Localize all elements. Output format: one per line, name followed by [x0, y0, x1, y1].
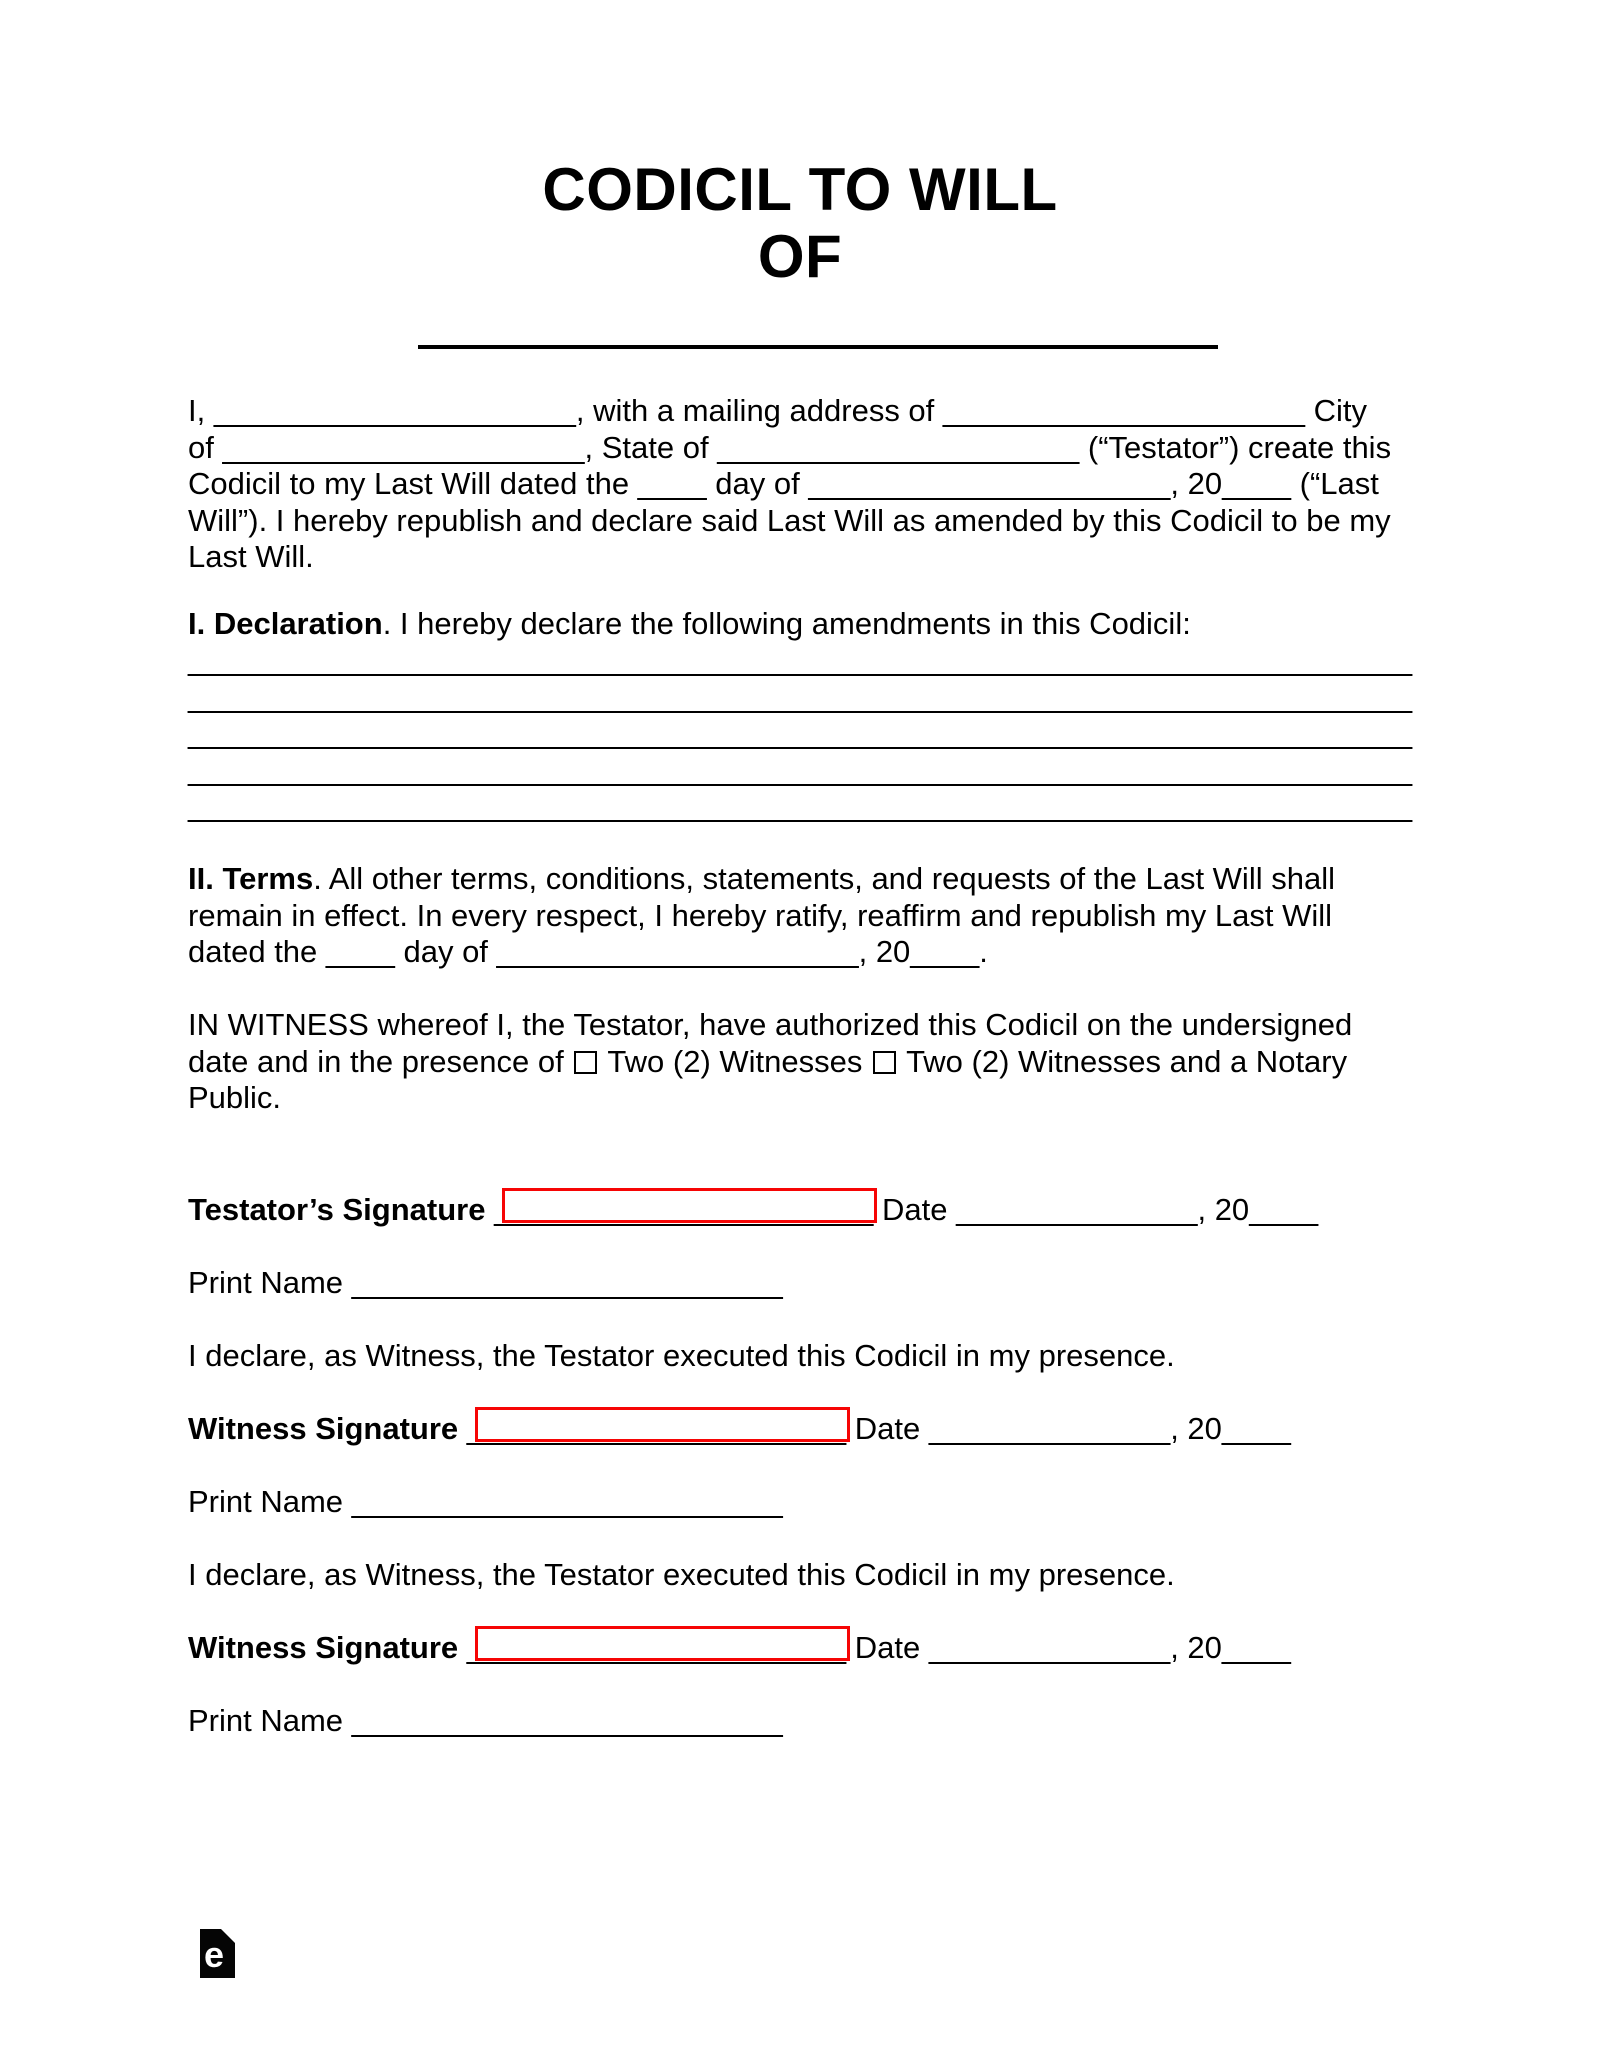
two-witnesses-notary-option-label: Two (2) Witnesses and a Notary	[906, 1043, 1348, 1079]
witness-2-print-name-row	[188, 1703, 1448, 1740]
intro-line: of _____________________, State of _____________________ (“Testator”) create this	[188, 429, 1392, 465]
witness-2-signature-field[interactable]	[467, 1630, 846, 1667]
date-blank: ______________	[928, 1629, 1171, 1665]
testator-print-name-row	[188, 1265, 1448, 1302]
date-label: Date	[854, 1410, 921, 1446]
witness-clause-paragraph	[188, 1007, 1448, 1117]
signature-field-highlight	[475, 1626, 850, 1661]
eforms-logo-letter: e	[204, 1934, 225, 1975]
witness-1-signature-field[interactable]	[467, 1411, 846, 1448]
intro-line: I, _____________________, with a mailing address of _____________________ City	[188, 393, 1367, 428]
witness-clause-text: date and in the presence of	[188, 1043, 564, 1079]
terms-heading-line	[188, 861, 1448, 898]
print-name-blank: _________________________	[351, 1264, 783, 1300]
declaration-section-number: I. Declaration	[188, 605, 383, 641]
witness-2-signature-row	[188, 1630, 1448, 1667]
testator-signature-row	[188, 1192, 1448, 1229]
terms-line-2: remain in effect. In every respect, I hereby ratify, reaffirm and republish my Last Will	[188, 897, 1333, 933]
print-name-label: Print Name	[188, 1483, 344, 1519]
declaration-blank-line: _______________________________________________________________________	[188, 788, 1413, 823]
document-title	[188, 156, 1412, 290]
year-blank: ____	[1249, 1191, 1319, 1227]
signature-field-highlight	[475, 1407, 850, 1442]
declaration-heading-text: . I hereby declare the following amendments in this Codicil:	[382, 605, 1191, 641]
title-line-1: CODICIL TO WILL	[542, 156, 1058, 223]
declaration-heading-line	[188, 606, 1448, 643]
document-content	[188, 0, 1448, 1739]
declaration-blank-line: _______________________________________________________________________	[188, 715, 1413, 750]
year-prefix: , 20	[1170, 1410, 1222, 1446]
intro-line: Codicil to my Last Will dated the ____ day of _____________________, 20____ (“Last	[188, 466, 1379, 501]
signature-blank: ______________________	[466, 1629, 847, 1665]
print-name-label: Print Name	[188, 1264, 344, 1300]
testator-name-blank-line	[418, 345, 1218, 349]
witness-1-signature-row	[188, 1411, 1448, 1448]
year-blank: ____	[1221, 1629, 1291, 1665]
witness-1-print-name-row	[188, 1484, 1448, 1521]
terms-line-3: dated the ____ day of _____________________, 20____.	[188, 934, 988, 969]
witness-1-statement: I declare, as Witness, the Testator executed this Codicil in my presence.	[188, 1337, 1175, 1373]
witness-2-statement: I declare, as Witness, the Testator executed this Codicil in my presence.	[188, 1556, 1175, 1592]
date-label: Date	[881, 1191, 948, 1227]
year-blank: ____	[1221, 1410, 1291, 1446]
eforms-logo	[200, 1929, 235, 1978]
date-label: Date	[854, 1629, 921, 1665]
signature-field-highlight	[502, 1188, 877, 1223]
print-name-label: Print Name	[188, 1702, 344, 1738]
title-line-2: OF	[757, 223, 843, 290]
testator-signature-label: Testator’s Signature	[188, 1191, 486, 1227]
witness-clause-line-3: Public.	[188, 1080, 282, 1115]
intro-line: Last Will.	[188, 539, 314, 574]
date-blank: ______________	[956, 1191, 1198, 1227]
two-witnesses-checkbox[interactable]	[574, 1051, 597, 1074]
date-blank: ______________	[928, 1410, 1171, 1446]
print-name-blank: _________________________	[351, 1483, 783, 1519]
declaration-blank-line: _______________________________________________________________________	[188, 678, 1413, 714]
two-witnesses-and-notary-checkbox[interactable]	[873, 1051, 896, 1074]
signature-blank: ______________________	[466, 1410, 847, 1446]
two-witnesses-option-label: Two (2) Witnesses	[607, 1043, 863, 1079]
print-name-blank: _________________________	[351, 1702, 783, 1738]
terms-line-1: . All other terms, conditions, statements, and requests of the Last Will shall	[313, 861, 1335, 896]
declaration-blank-line: _______________________________________________________________________	[188, 642, 1413, 677]
terms-section	[188, 861, 1448, 971]
witness-signature-label: Witness Signature	[188, 1629, 459, 1665]
declaration-blank-line: _______________________________________________________________________	[188, 751, 1413, 787]
intro-paragraph	[188, 393, 1448, 576]
year-prefix: , 20	[1197, 1191, 1250, 1227]
declaration-section	[188, 606, 1448, 825]
witness-signature-label: Witness Signature	[188, 1410, 459, 1446]
witness-clause-line-2	[188, 1044, 1448, 1081]
testator-signature-field[interactable]	[494, 1192, 873, 1229]
terms-section-number: II. Terms	[188, 861, 314, 896]
intro-line: Will”). I hereby republish and declare said Last Will as amended by this Codicil to be my	[188, 502, 1391, 538]
year-prefix: , 20	[1170, 1629, 1222, 1665]
witness-clause-line-1: IN WITNESS whereof I, the Testator, have authorized this Codicil on the undersigned	[188, 1007, 1353, 1042]
signature-blank: ______________________	[494, 1191, 874, 1227]
